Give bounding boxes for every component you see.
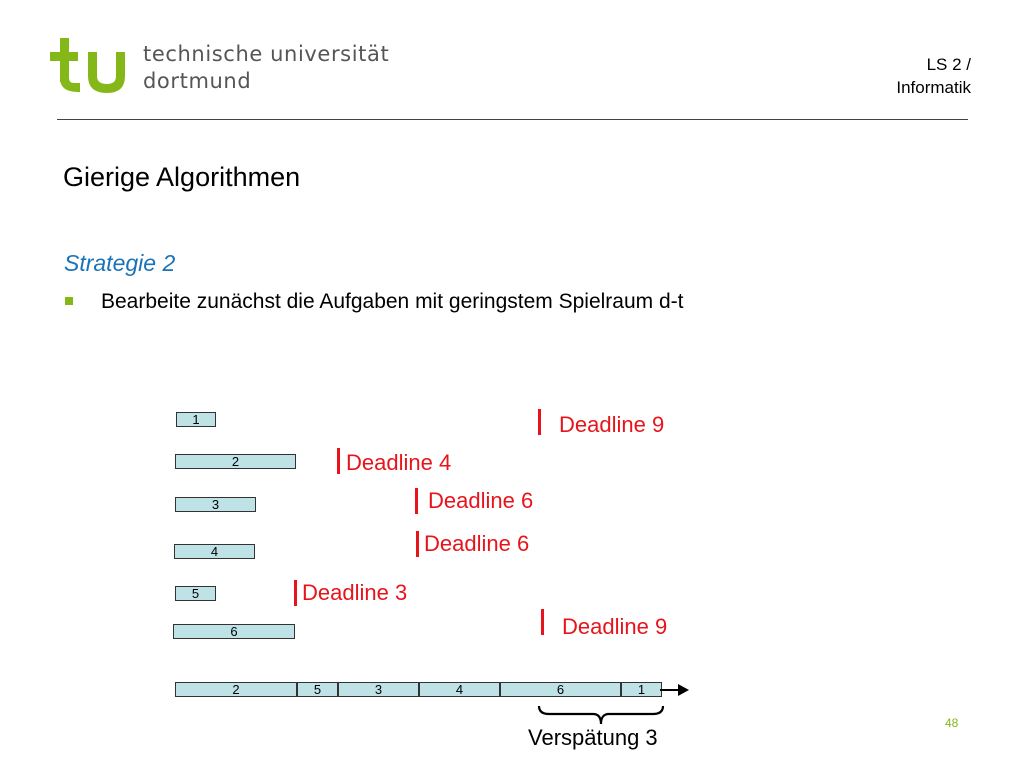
task-box-4: 4: [174, 544, 255, 559]
page-number: 48: [945, 716, 959, 730]
schedule-slot-2: 5: [297, 682, 338, 697]
task-box-1: 1: [176, 412, 216, 427]
deadline-marker-5: [294, 580, 297, 606]
schedule-slot-6: 1: [621, 682, 662, 697]
arrow-right-icon: [660, 682, 690, 698]
task-box-5: 5: [175, 586, 216, 601]
delay-label: Verspätung 3: [528, 725, 658, 750]
deadline-label-5: Deadline 3: [302, 580, 408, 605]
deadline-label-4: Deadline 6: [424, 531, 530, 556]
task-box-6: 6: [173, 624, 295, 639]
deadline-marker-6: [541, 609, 544, 635]
deadline-marker-2: [337, 448, 340, 474]
bullet-square-icon: [65, 297, 73, 305]
bullet-text: Bearbeite zunächst die Aufgaben mit geringstem Spielraum d-t: [101, 290, 684, 313]
deadline-label-6: Deadline 9: [562, 614, 668, 639]
tu-logo-icon: [50, 38, 135, 94]
task-box-3: 3: [175, 497, 256, 512]
department-line1: LS 2 /: [926, 55, 971, 74]
deadline-marker-1: [538, 409, 541, 435]
header-divider: [57, 119, 968, 120]
schedule-slot-3: 3: [338, 682, 419, 697]
deadline-label-3: Deadline 6: [428, 488, 534, 513]
logo-line2: dortmund: [143, 69, 252, 93]
department: [896, 53, 971, 99]
deadline-label-2: Deadline 4: [346, 450, 452, 475]
logo-line1: technische universität: [143, 42, 390, 66]
task-box-2: 2: [175, 454, 296, 469]
department-line2: Informatik: [896, 78, 971, 97]
schedule-slot-4: 4: [419, 682, 500, 697]
schedule-slot-5: 6: [500, 682, 621, 697]
curly-brace-icon: [537, 704, 665, 726]
slide-subtitle: Strategie 2: [64, 250, 176, 276]
schedule-slot-1: 2: [175, 682, 297, 697]
deadline-label-1: Deadline 9: [559, 412, 665, 437]
deadline-marker-3: [415, 488, 418, 514]
slide-title: Gierige Algorithmen: [63, 162, 301, 192]
deadline-marker-4: [416, 531, 419, 557]
